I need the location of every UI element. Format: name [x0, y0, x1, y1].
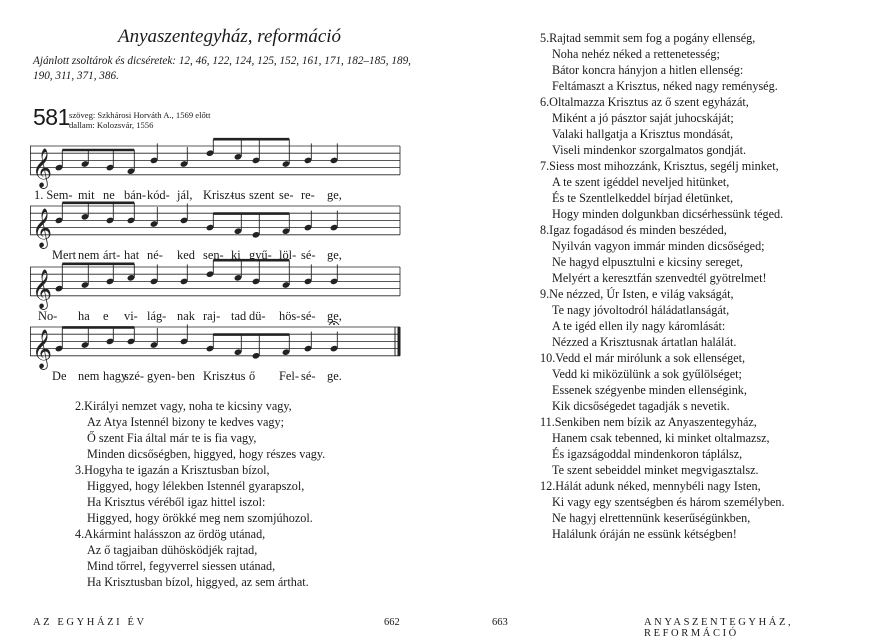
page-number-left: 662: [384, 617, 400, 628]
stanza: [540, 94, 785, 158]
stanza: [540, 30, 785, 94]
lyric-syllable: ge,: [327, 188, 342, 202]
lyric-syllable: sé-: [301, 248, 316, 262]
lyric-syllable: Mert: [52, 248, 77, 262]
stanza-line: 3.Hogyha te igazán a Krisztusban bízol,: [75, 463, 270, 477]
stanza-line: Higgyed, hogy lélekben Istennél gyarapszol,: [87, 479, 305, 493]
lyric-syllable: No-: [38, 309, 58, 323]
lyric-syllable: ki: [231, 248, 241, 262]
lyric-syllable: ked: [177, 248, 195, 262]
stanza-line: Higgyed, hogy örökké meg nem szomjúhozol.: [87, 511, 313, 525]
stanza-line: Ne hagyd elpusztulni e kicsiny sereget,: [552, 255, 743, 269]
stanza-number: 10.: [540, 351, 556, 365]
stanza-line: És igazságoddal mindenkoron táplálsz,: [552, 447, 743, 461]
right-stanzas: [540, 30, 785, 542]
stanza-number: 11.: [540, 415, 555, 429]
lyric-syllable: hagy: [103, 369, 128, 383]
stanza-line: Kik dicsőségedet tagadják s nevetik.: [552, 399, 730, 413]
stanza-line: Vedd ki miközülünk a sok gyűlölséget;: [552, 367, 742, 381]
stanza-line: 9.Ne nézzed, Úr Isten, e világ vakságát,: [540, 287, 734, 301]
stanza-line: Ő szent Fia által már te is fia vagy,: [87, 431, 257, 445]
stanza-line: Nyilván vagyon immár minden dicsőséged;: [552, 239, 765, 253]
staff: [30, 261, 408, 307]
stanza-number: 6.: [540, 95, 550, 109]
stanza-line: Noha nehéz néked a rettenetesség;: [552, 47, 720, 61]
lyric-syllable: árt-: [103, 248, 121, 262]
running-head-right: ANYASZENTEGYHÁZ, REFORMÁCIÓ: [644, 617, 794, 639]
treble-clef-icon: 𝄞: [32, 147, 53, 188]
stanza-number: 12.: [540, 479, 556, 493]
lyric-syllable: ge.: [327, 369, 342, 383]
stanza-line: 2.Királyi nemzet vagy, noha te kicsiny vagy,: [75, 399, 292, 413]
lyric-syllable: jál,: [177, 188, 193, 202]
lyric-syllable: 1. Sem-: [34, 188, 73, 202]
stanza-line: A te igéd ellen ily nagy káromlását:: [552, 319, 726, 333]
lyric-syllable: Krisz-: [203, 369, 234, 383]
lyric-syllable: tad: [231, 309, 247, 323]
lyric-syllable: ben: [177, 369, 195, 383]
stanza-line: Az ő tagjaiban dühösködjék rajtad,: [87, 543, 258, 557]
right-page: [444, 0, 888, 643]
stanza-line: Ha Krisztusban bízol, higgyed, az sem árthat.: [87, 575, 309, 589]
staff: [30, 140, 408, 186]
lyric-syllable: né-: [147, 248, 163, 262]
treble-clef-icon: 𝄞: [32, 207, 53, 248]
lyric-syllable: ge,: [327, 309, 342, 323]
stanza-line: 8.Igaz fogadásod és minden beszéded,: [540, 223, 727, 237]
stanza-line: Mind tőrrel, fegyverrel siessen utánad,: [87, 559, 276, 573]
stanza-line: Halálunk óráján ne essünk kétségben!: [552, 527, 737, 541]
page-number-right: 663: [492, 617, 508, 628]
running-head-left: AZ EGYHÁZI ÉV: [33, 617, 147, 628]
lyric-syllable: lág-: [147, 309, 167, 323]
stanza: [75, 462, 325, 526]
stanza: [540, 222, 785, 286]
treble-clef-icon: 𝄞: [32, 328, 53, 369]
stanza-line: 12.Hálát adunk néked, mennybéli nagy Isten,: [540, 479, 761, 493]
stanza-line: Viseli mindenkor szorgalmatos gondját.: [552, 143, 747, 157]
lyric-syllable: se-: [279, 188, 294, 202]
stanza: [75, 398, 325, 462]
lyric-syllable: mit: [78, 188, 95, 202]
lyric-syllable: gyen-: [147, 369, 176, 383]
stanza-line: Feltámaszt a Krisztus, néked nagy reménység.: [552, 79, 778, 93]
stanza: [540, 414, 785, 478]
lyric-syllable: gyű-: [249, 248, 272, 262]
lyric-syllable: vi-: [124, 309, 138, 323]
stanza-number: 2.: [75, 399, 85, 413]
text-credit: szöveg: Szkhárosi Horváth A., 1569 előtt: [69, 110, 211, 120]
staff: [30, 321, 408, 367]
stanza: [540, 350, 785, 414]
stanza-line: Minden dicsőségben, higgyed, hogy részes vagy.: [87, 447, 326, 461]
lyric-syllable: kód-: [147, 188, 170, 202]
lyric-syllable: hös-: [279, 309, 301, 323]
melody-credit: dallam: Kolozsvár, 1556: [69, 120, 154, 130]
recommended-psalms: Ajánlott zsoltárok és dicséretek: 12, 46, 122, 124, 125, 152, 161, 171, 182–185, 189, 190, 311, 371, 386.: [33, 55, 411, 82]
lyric-syllable: nak: [177, 309, 195, 323]
stanza-number: 5.: [540, 31, 550, 45]
stanza-line: A te szent igéddel neveljed hitünket,: [552, 175, 730, 189]
lyric-syllable: ne: [103, 188, 115, 202]
stanza-line: 11.Senkiben nem bízik az Anyaszentegyház,: [540, 415, 757, 429]
staff: [30, 200, 408, 246]
stanza-number: 7.: [540, 159, 550, 173]
stanza-line: Ha Krisztus véréből igaz hittel iszol:: [87, 495, 266, 509]
hymn-number: 581: [33, 104, 70, 130]
left-stanzas: [75, 398, 325, 590]
stanza-line: Hanem csak tebenned, ki minket oltalmazsz,: [552, 431, 770, 445]
lyric-syllable: nem: [78, 369, 100, 383]
stanza-line: 4.Akármint halásszon az ördög utánad,: [75, 527, 266, 541]
stanza: [75, 526, 325, 590]
lyric-syllable: sen-: [203, 248, 224, 262]
stanza: [540, 158, 785, 222]
lyric-syllable: Fel-: [279, 369, 299, 383]
stanza-line: 6.Oltalmazza Krisztus az ő szent egyházát,: [540, 95, 749, 109]
stanza-number: 3.: [75, 463, 85, 477]
lyric-syllable: hat: [124, 248, 140, 262]
treble-clef-icon: 𝄞: [32, 268, 53, 309]
lyric-syllable: sé-: [301, 369, 316, 383]
lyric-syllable: re-: [301, 188, 315, 202]
stanza-line: Bátor koncra hányjon a hitlen ellenség:: [552, 63, 744, 77]
lyric-syllable: tus: [231, 188, 246, 202]
lyric-syllable: löl-: [279, 248, 297, 262]
lyric-syllable: sé-: [301, 309, 316, 323]
stanza-line: Az Atya Istennél bizony te kedves vagy;: [87, 415, 284, 429]
music-system-4: [30, 321, 408, 391]
lyric-syllable: szé-: [124, 369, 144, 383]
stanza-number: 4.: [75, 527, 85, 541]
lyric-syllable: tus: [231, 369, 246, 383]
stanza-line: Ne hagyj elrettennünk keserűségünkben,: [552, 511, 751, 525]
stanza-line: Essenek szégyenbe minden ellenségink,: [552, 383, 747, 397]
stanza: [540, 478, 785, 542]
lyric-syllable: szent: [249, 188, 275, 202]
lyric-syllable: ő: [249, 369, 256, 383]
lyric-syllable: bán-: [124, 188, 147, 202]
stanza-number: 8.: [540, 223, 550, 237]
stanza-line: Melyért a keresztfán szenvedtél gyötrelmet!: [552, 271, 767, 285]
lyric-syllable: ge,: [327, 248, 342, 262]
lyric-syllable: raj-: [203, 309, 221, 323]
stanza-number: 9.: [540, 287, 550, 301]
stanza-line: Nézzed a Krisztusnak ártatlan halálát.: [552, 335, 737, 349]
lyric-syllable: nem: [78, 248, 100, 262]
lyric-syllable: De: [52, 369, 67, 383]
lyric-syllable: e: [103, 309, 109, 323]
stanza-line: 5.Rajtad semmit sem fog a pogány ellenség,: [540, 31, 756, 45]
stanza-line: Miként a jó pásztor saját juhocskáját;: [552, 111, 734, 125]
lyric-syllable: Krisz-: [203, 188, 234, 202]
lyric-syllable: dü-: [249, 309, 266, 323]
stanza-line: 7.Siess most mihozzánk, Krisztus, segélj minket,: [540, 159, 779, 173]
stanza-line: Ki vagy egy szentségben és három személyben.: [552, 495, 785, 509]
stanza-line: És te Szentlelkeddel bírjad életünket,: [552, 191, 734, 205]
section-title: Anyaszentegyház, reformáció: [118, 26, 342, 47]
stanza-line: 10.Vedd el már mirólunk a sok ellenséget,: [540, 351, 746, 365]
stanza-line: Te nagy jóvoltodról háládatlanságát,: [552, 303, 730, 317]
lyric-syllable: ha: [78, 309, 90, 323]
stanza-line: Hogy minden dolgunkban dicsérhessünk téged.: [552, 207, 784, 221]
stanza-line: Valaki hallgatja a Krisztus mondását,: [552, 127, 734, 141]
stanza-line: Te szent sebeiddel minket megvigasztalsz.: [552, 463, 759, 477]
stanza: [540, 286, 785, 350]
